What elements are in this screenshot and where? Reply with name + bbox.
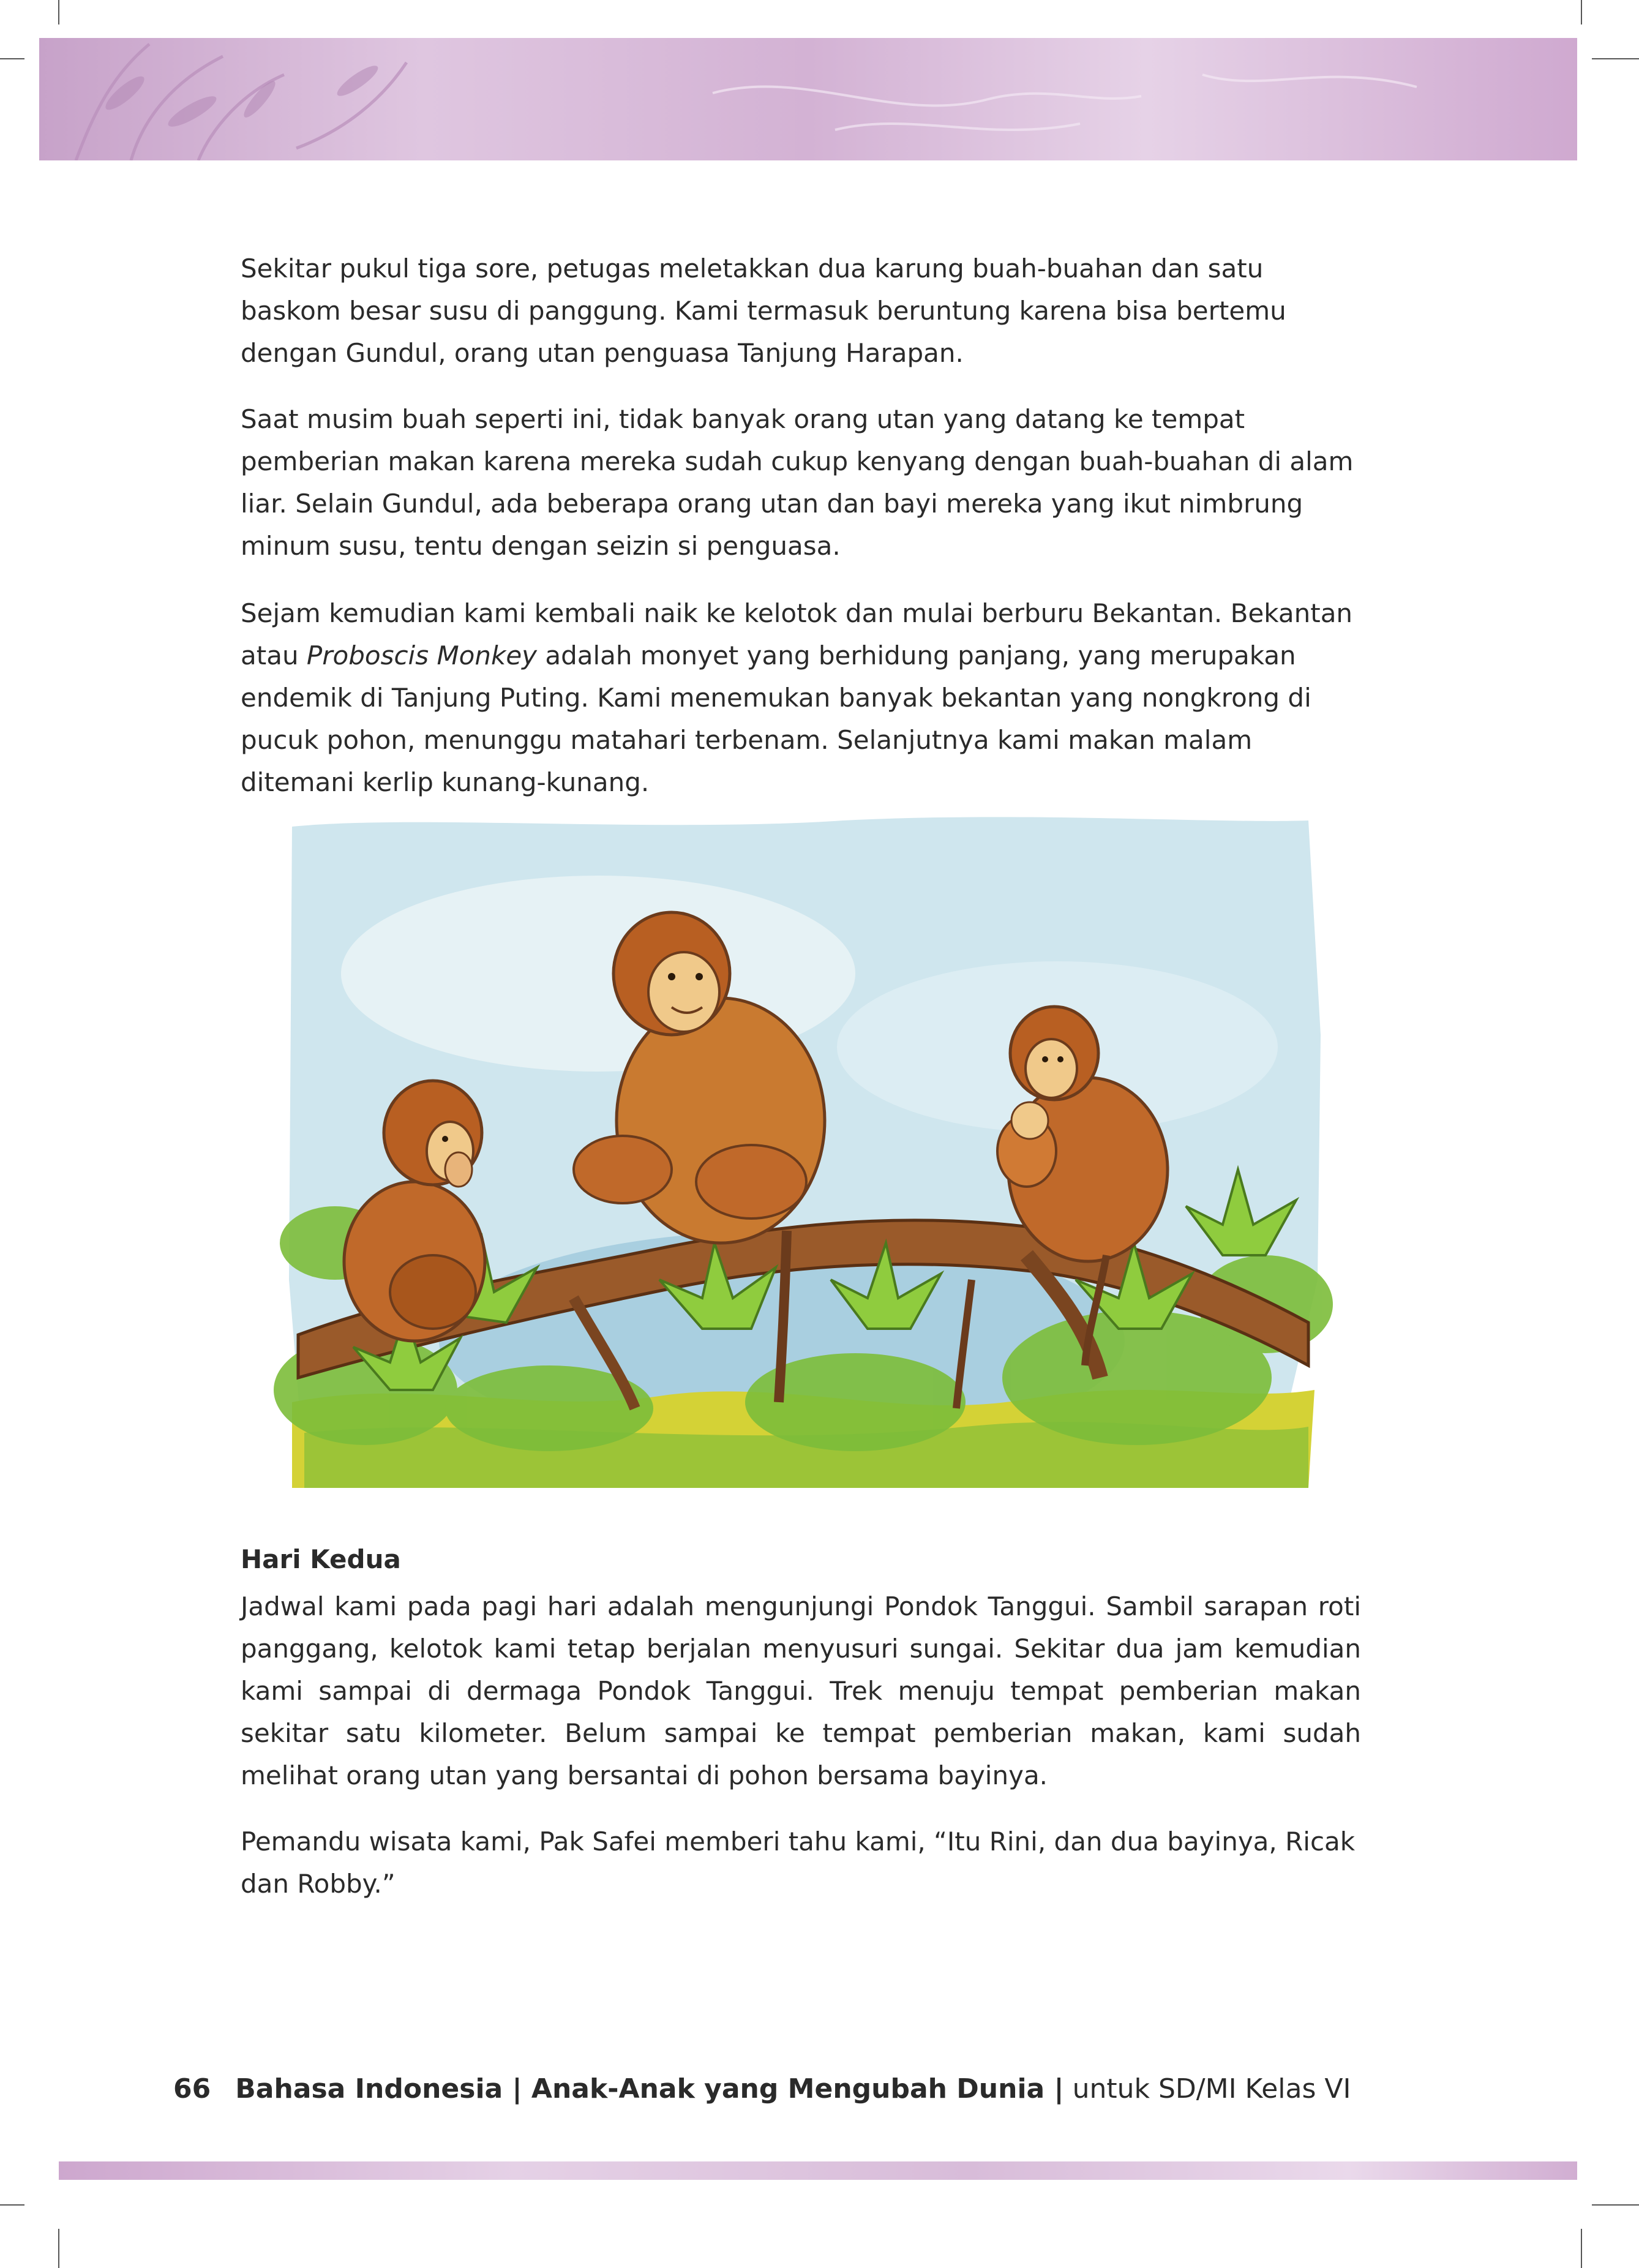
crop-mark xyxy=(1592,58,1639,59)
crop-mark xyxy=(1581,2229,1582,2268)
proboscis-monkey-illustration xyxy=(231,790,1367,1534)
crop-mark xyxy=(58,0,59,24)
page-number: 66 xyxy=(173,2073,211,2105)
page-footer xyxy=(173,2071,1351,2108)
book-title: Bahasa Indonesia | Anak-Anak yang Mengubah Dunia | xyxy=(235,2073,1064,2105)
species-name: Proboscis Monkey xyxy=(306,640,538,670)
grade-label: untuk SD/MI Kelas VI xyxy=(1063,2073,1351,2105)
paragraph-4: Jadwal kami pada pagi hari adalah mengunjungi Pondok Tanggui. Sambil sarapan roti panggang, kelotok kami tetap berjalan menyusuri sungai. Sekitar dua jam kemudian kami sampai di dermaga Pondok Tanggui. Trek menuju tempat pemberian makan sekitar satu kilometer. Belum sampai ke tempat pemberian makan, kami sudah melihat orang utan yang bersantai di pohon bersama bayinya. xyxy=(241,1591,1361,1790)
footer-decoration xyxy=(59,2161,1577,2180)
paragraph-3 xyxy=(241,592,1361,803)
crop-mark xyxy=(0,58,24,59)
paragraph-1: Sekitar pukul tiga sore, petugas meletakkan dua karung buah-buahan dan satu baskom besar susu di panggung. Kami termasuk beruntung karena bisa bertemu dengan Gundul, orang utan penguasa Tanjung Harapan. xyxy=(241,253,1286,368)
paragraph-5: Pemandu wisata kami, Pak Safei memberi tahu kami, “Itu Rini, dan dua bayinya, Ricak dan Robby.” xyxy=(241,1827,1356,1899)
crop-mark xyxy=(1592,2204,1639,2206)
crop-mark xyxy=(58,2229,59,2268)
paragraph-3-text-end: adalah monyet yang berhidung panjang, yang merupakan endemik di Tanjung Puting. Kami menemukan banyak bekantan yang nongkrong di pucuk pohon, menunggu matahari terbenam. Selanjutnya kami makan malam ditemani kerlip kunang-kunang. xyxy=(241,640,1311,797)
section-heading: Hari Kedua xyxy=(241,1544,401,1574)
header-decoration xyxy=(39,38,1577,160)
crop-mark xyxy=(0,2204,24,2206)
paragraph-3-text-start: Sejam kemudian kami kembali naik ke kelotok dan mulai berburu Bekantan. Bekantan atau xyxy=(241,598,1353,670)
crop-mark xyxy=(1581,0,1582,24)
paragraph-2: Saat musim buah seperti ini, tidak banyak orang utan yang datang ke tempat pemberian makan karena mereka sudah cukup kenyang dengan buah-buahan di alam liar. Selain Gundul, ada beberapa orang utan dan bayi mereka yang ikut nimbrung minum susu, tentu dengan seizin si penguasa. xyxy=(241,404,1354,561)
